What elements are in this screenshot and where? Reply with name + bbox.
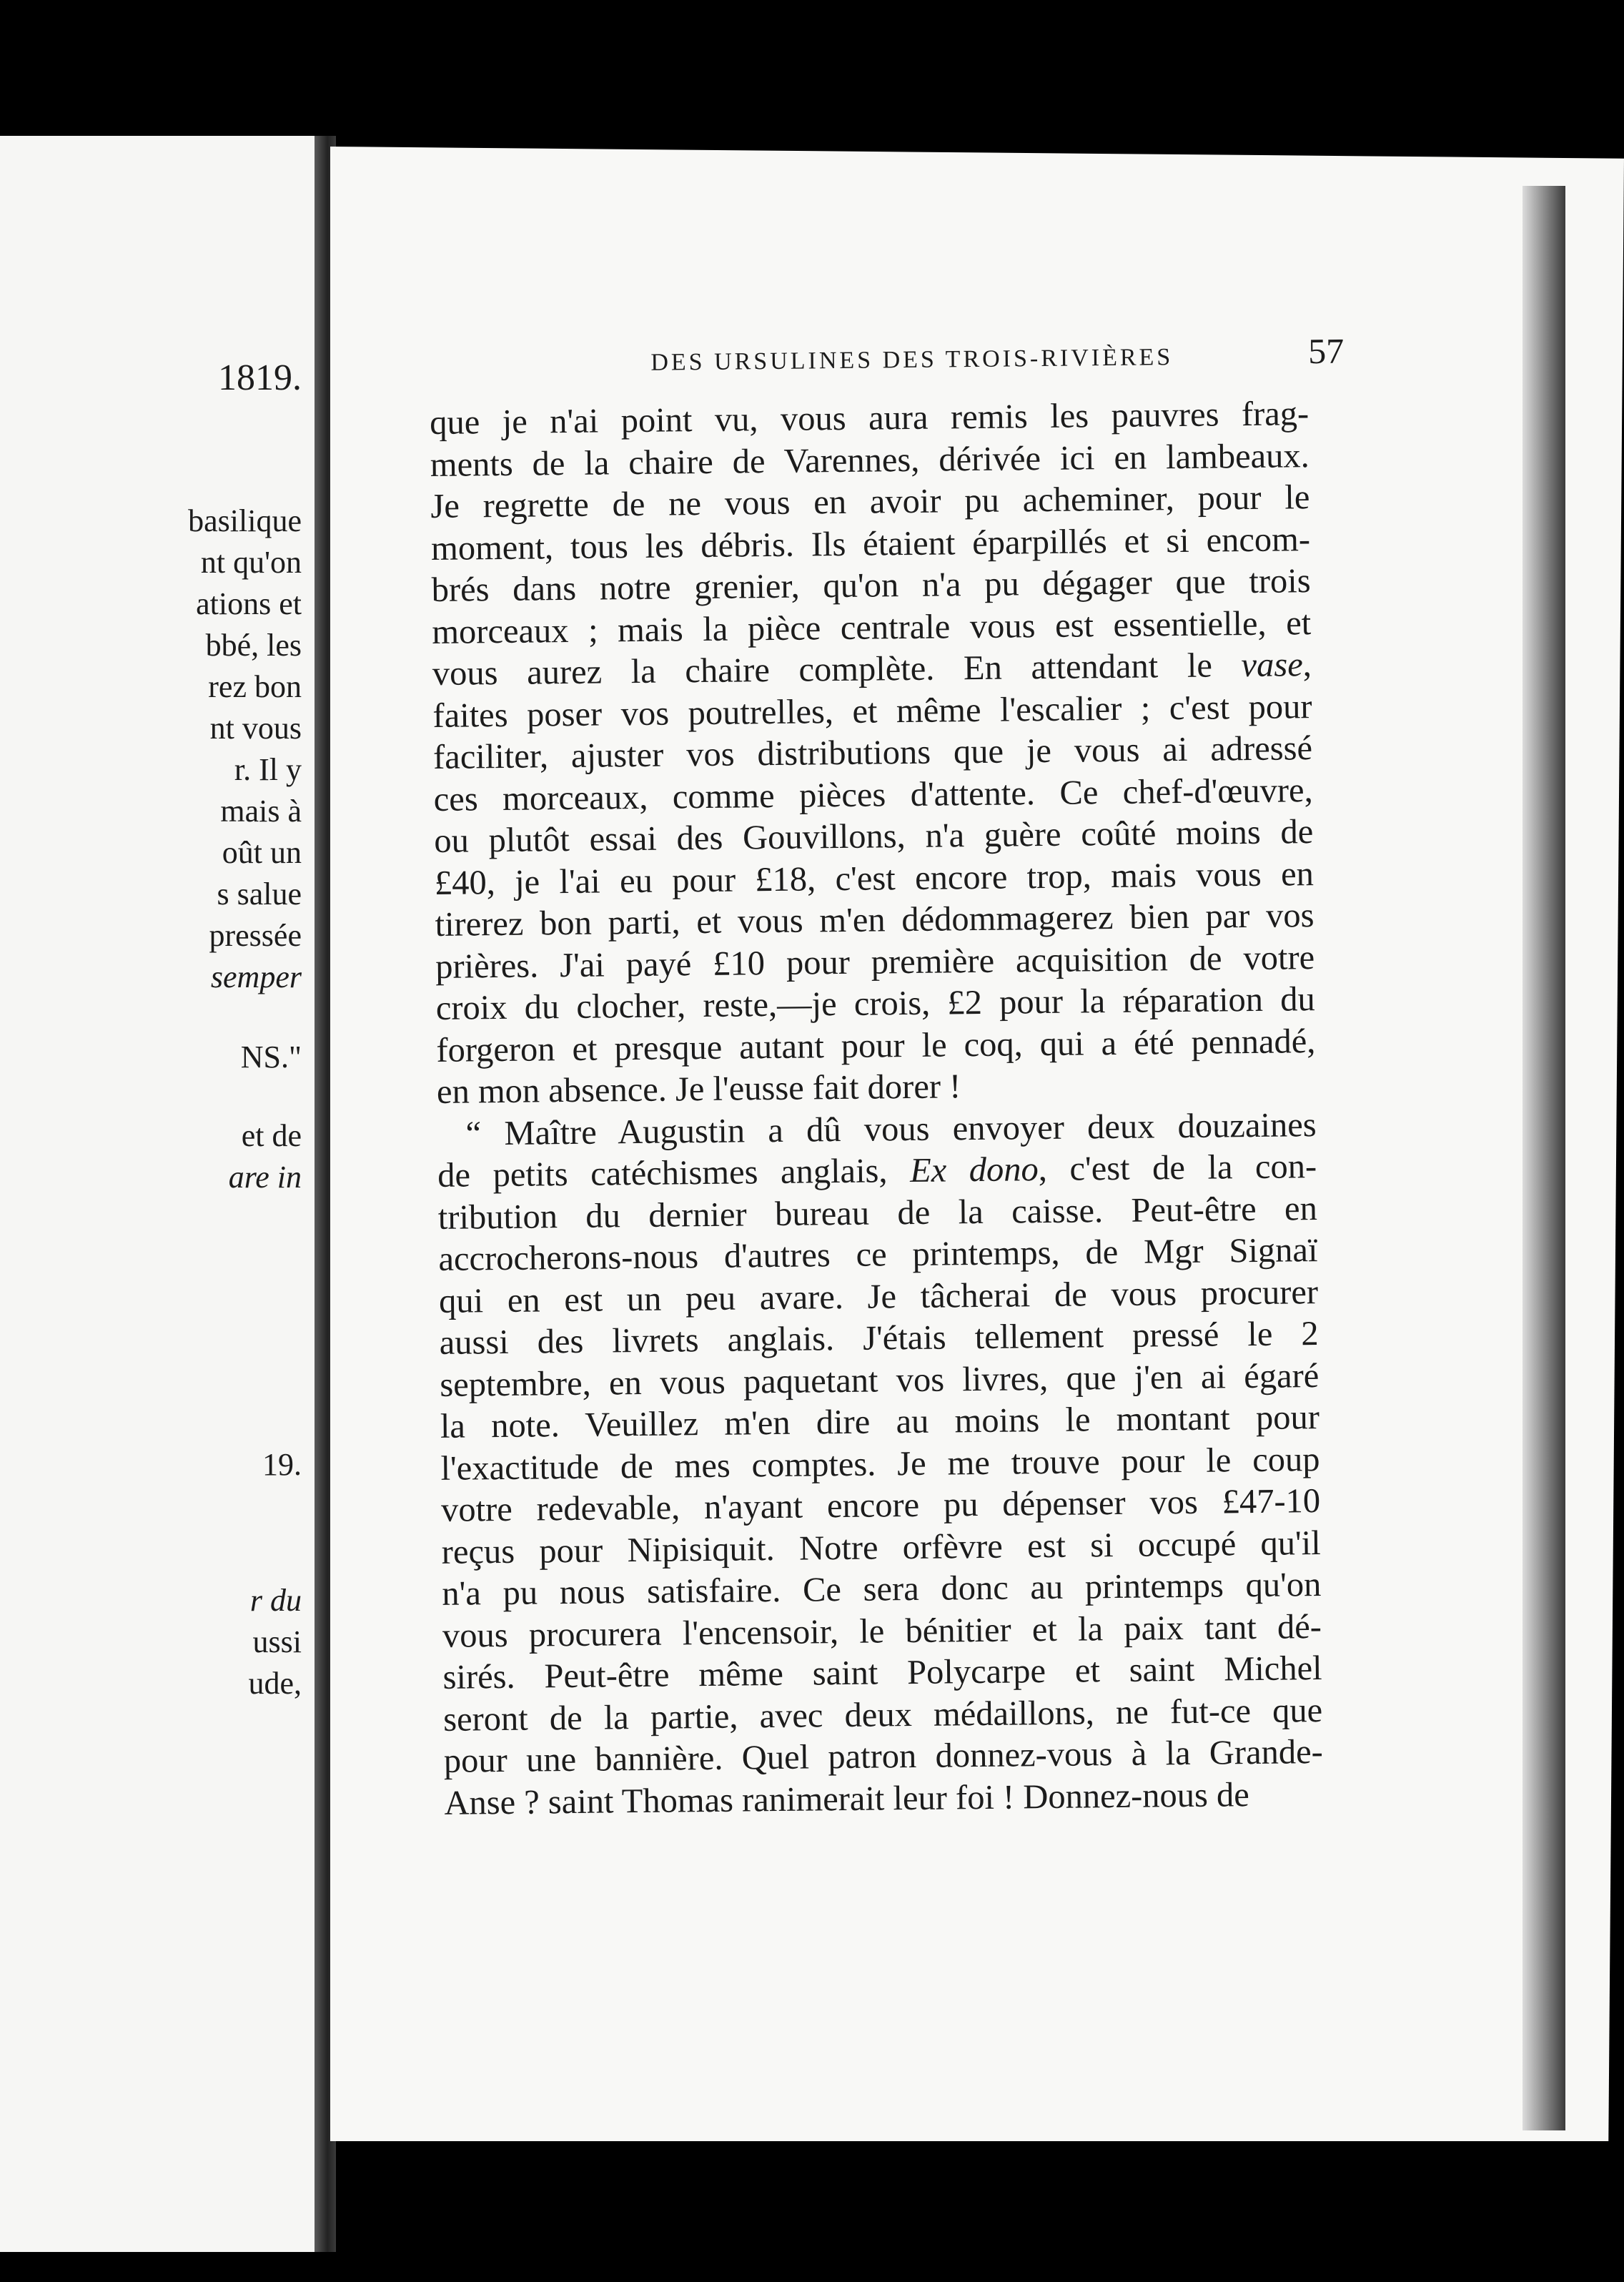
text-line: vous procurera l'encensoir, le bénitier et la paix tant dé- <box>442 1607 1322 1655</box>
text-line: forgeron et presque autant pour le coq, qui a été pennadé, <box>436 1022 1316 1070</box>
left-page-fragment: s salue <box>217 876 302 912</box>
running-head-title: DES URSULINES DES TROIS-RIVIÈRES <box>650 344 1174 376</box>
body-text <box>430 392 1367 1824</box>
left-page-fragment: are in <box>228 1160 302 1195</box>
text-line: tribution du dernier bureau de la caisse. Peut-être en <box>437 1189 1318 1237</box>
left-page-fragment: oût un <box>222 835 302 870</box>
left-page-fragment: pressée <box>209 918 302 953</box>
text-line: seront de la partie, avec deux médaillons, ne fut-ce que <box>442 1691 1323 1739</box>
text-line: croix du clocher, reste,—je crois, £2 pour la réparation du <box>435 980 1316 1027</box>
text-line: faciliter, ajuster vos distributions que je vous ai adressé <box>432 729 1313 776</box>
left-page-fragment: nt vous <box>209 711 302 746</box>
left-page-fragment: rez bon <box>208 669 302 704</box>
left-page-fragment: ations et <box>196 586 302 621</box>
text-line: reçus pour Nipisiquit. Notre orfèvre est si occupé qu'il <box>441 1523 1321 1571</box>
left-page-fragment: et de <box>241 1118 302 1153</box>
left-page-fragment: bbé, les <box>205 628 302 663</box>
left-page-fragment: nt qu'on <box>200 545 302 580</box>
text-line: l'exactitude de mes comptes. Je me trouve pour le coup <box>440 1440 1320 1488</box>
left-page-fragment: 19. <box>262 1447 302 1482</box>
text-line: brés dans notre grenier, qu'on n'a pu dégager que trois <box>431 562 1311 609</box>
text-line: qui en est un peu avare. Je tâcherai de vous procurer <box>438 1273 1319 1320</box>
page-text-block <box>429 330 1367 1824</box>
text-line: n'a pu nous satisfaire. Ce sera donc au printemps qu'on <box>442 1566 1322 1613</box>
text-line: de petits catéchismes anglais, Ex dono, c'est de la con- <box>437 1147 1317 1195</box>
text-line: ou plutôt essai des Gouvillons, n'a guère coûté moins de <box>434 813 1314 860</box>
text-line: faites poser vos poutrelles, et même l'escalier ; c'est pour <box>432 687 1312 735</box>
text-line: £40, je l'ai eu pour £18, c'est encore trop, mais vous en <box>434 854 1314 902</box>
left-page-fragment: ussi <box>252 1624 302 1659</box>
text-line: en mon absence. Je l'eusse fait dorer ! <box>436 1067 961 1111</box>
text-line: Je regrette de ne vous en avoir pu acheminer, pour le <box>430 478 1310 525</box>
text-line: vous aurez la chaire complète. En attendant le vase, <box>432 646 1312 693</box>
left-page-fragment: semper <box>210 959 302 994</box>
left-page-fragment: r du <box>249 1583 302 1618</box>
left-page-fragment: r. Il y <box>234 752 302 787</box>
left-facing-page <box>0 136 319 2252</box>
text-line: tirerez bon parti, et vous m'en dédommagerez bien par vos <box>435 896 1314 944</box>
text-line: septembre, en vous paquetant vos livres, que j'en ai égaré <box>440 1356 1320 1404</box>
text-line: morceaux ; mais la pièce centrale vous est essentielle, et <box>432 603 1312 651</box>
text-line: ments de la chaire de Varennes, dérivée ici en lambeaux. <box>430 436 1310 484</box>
text-line: sirés. Peut-être même saint Polycarpe et saint Michel <box>442 1649 1322 1696</box>
text-line: pour une bannière. Quel patron donnez-vous à la Grande- <box>443 1733 1324 1780</box>
left-page-fragment: 1819. <box>218 357 302 398</box>
running-head <box>650 330 1345 379</box>
background-bottom <box>0 2252 1624 2282</box>
text-line: moment, tous les débris. Ils étaient éparpillés et si encom- <box>430 520 1311 568</box>
text-line: que je n'ai point vu, vous aura remis les pauvres frag- <box>429 395 1309 442</box>
text-line: “ Maître Augustin a dû vous envoyer deux douzaines <box>465 1105 1317 1153</box>
page-number: 57 <box>1307 330 1345 372</box>
left-page-fragment: NS." <box>240 1039 302 1075</box>
text-line: aussi des livrets anglais. J'étais tellement pressé le 2 <box>439 1315 1319 1362</box>
text-line: la note. Veuillez m'en dire au moins le montant pour <box>440 1398 1320 1446</box>
page-edge <box>1522 186 1565 2130</box>
text-line: ces morceaux, comme pièces d'attente. Ce chef-d'œuvre, <box>433 771 1313 819</box>
text-line: accrocherons-nous d'autres ce printemps, de Mgr Signaï <box>438 1231 1318 1278</box>
text-line: votre redevable, n'ayant encore pu dépenser vos £47-10 <box>440 1482 1321 1529</box>
text-line: Anse ? saint Thomas ranimerait leur foi ! Donnez-nous de <box>444 1775 1250 1822</box>
left-page-fragment: basilique <box>188 503 302 538</box>
left-page-fragment: mais à <box>220 794 302 829</box>
text-line: prières. J'ai payé £10 pour première acquisition de votre <box>435 938 1315 986</box>
left-page-fragment: ude, <box>248 1666 302 1701</box>
